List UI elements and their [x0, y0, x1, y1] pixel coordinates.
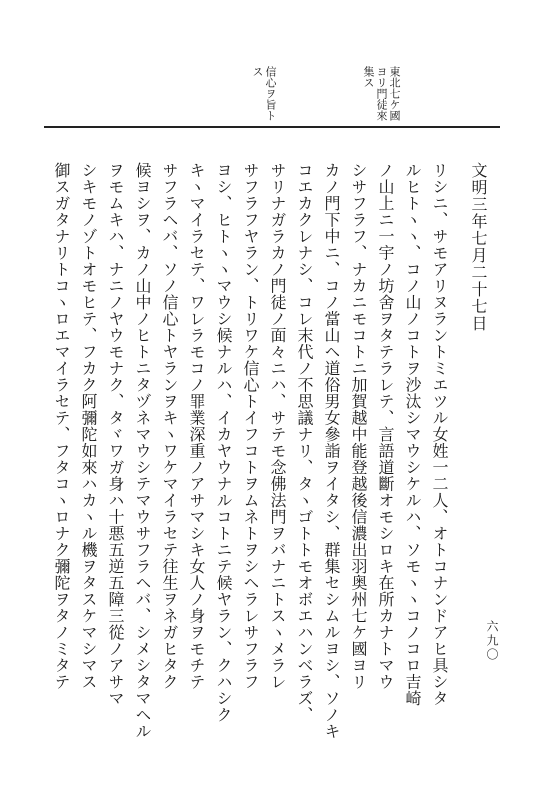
text-column: ヨシ、ヒトヽヽマウシ候ナルハ、イカヤウナルコトニテ候ヤラン、クハシク — [214, 162, 233, 723]
text-column: ルヒトヽヽ、コノ山ノコトヲ沙汰シマウシケルハ、ソモヽヽコノコロ吉崎 — [403, 162, 422, 707]
text-column: 御スガタナリトコヽロエマイラセテ、フタコヽロナク彌陀ヲタノミタテ — [52, 162, 71, 690]
text-column: サフラフヤラン、トリワケ信心トイフコトヲムネトヲシヘラレサフラフ — [241, 162, 260, 690]
text-column: シサフラフ、ナカニモコトニ加賀越中能登越後信濃出羽奥州七ケ國ヨリ — [349, 162, 368, 690]
date-line: 文明三年七月二十七日 — [469, 162, 488, 332]
text-column: 候ヨシヲ、カノ山中ノヒトニタヅネマウシテマウサフラヘバ、シメシタマヘル — [133, 162, 152, 740]
head-note-right: 東北七ケ國ヨリ門徒來集ス — [362, 66, 401, 121]
text-column: キヽマイラセテ、ワレラモコノ罪業深重ノアサマシキ女人ノ身ヲモチテ — [187, 162, 206, 690]
text-column: シキモノゾトオモヒテ、フカク阿彌陀如來ハカヽル機ヲタスケマシマス — [79, 162, 98, 690]
text-column: カノ門下中ニ、コノ當山ヘ道俗男女參詣ヲイタシ、群集セシムルヨシ、ソノキ — [322, 162, 341, 740]
text-column: リシニ、サモアリヌラントミエツル女姓一二人、オトコナンドアヒ具シタ — [430, 162, 449, 707]
page-number: 六九〇 — [485, 620, 499, 662]
body-text — [40, 162, 492, 758]
text-column: サフラヘバ、ソノ信心トヤランヲキヽワケマイラセテ往生ヲネガヒタク — [160, 162, 179, 690]
text-column: ヲモムキハ、ナニノヤウモナク、タヾワガ身ハ十悪五逆五障三從ノアサマ — [106, 162, 125, 707]
text-column: サリナガラカノ門徒ノ面々ニハ、サテモ念佛法門ヲバナニトスヽメラレ — [268, 162, 287, 690]
header-rule — [44, 126, 500, 128]
text-column: ノ山上ニ一宇ノ坊舍ヲタテラレテ、言語道斷オモシロキ在所カナトマウ — [376, 162, 395, 690]
text-column: コエカクレナシ、コレ末代ノ不思議ナリ、タヽゴトトモオボエハンベラズ、 — [295, 162, 314, 723]
head-note-left: 信心ヲ旨トス — [251, 66, 277, 121]
